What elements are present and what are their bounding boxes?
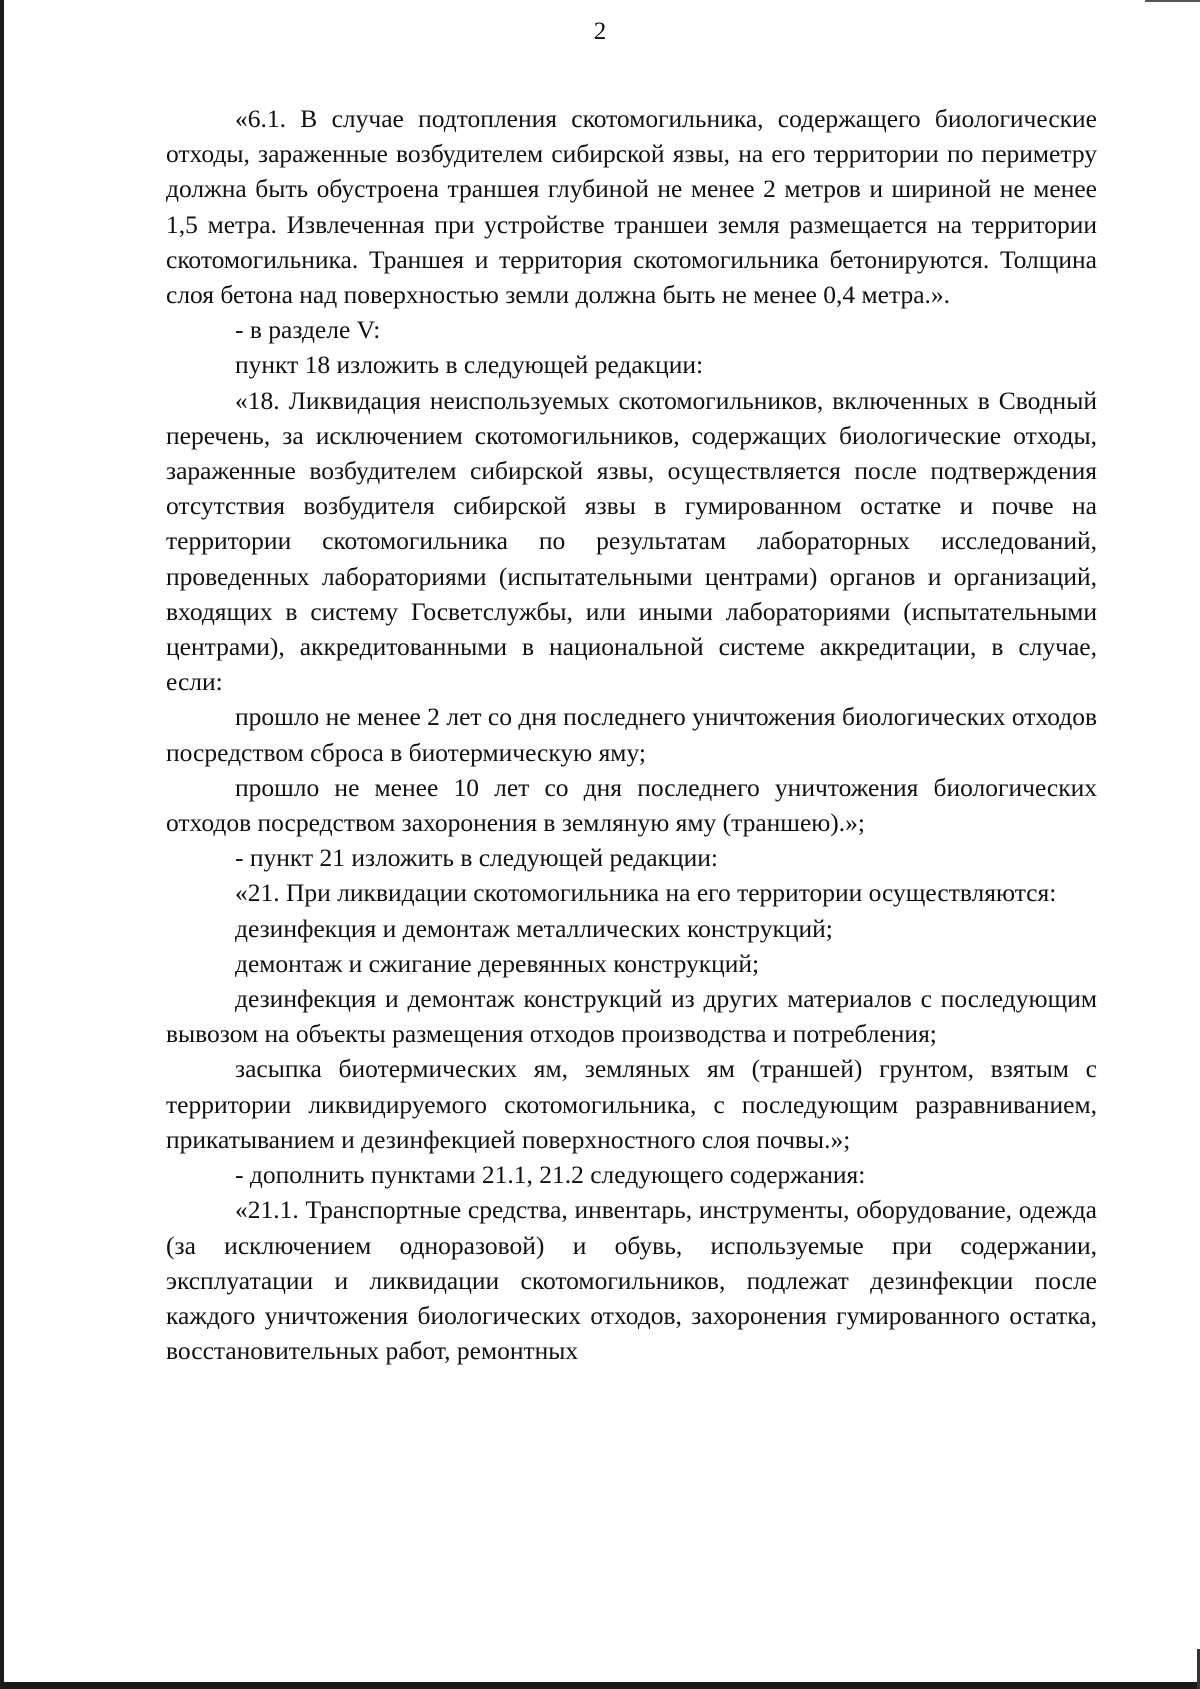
paragraph-other-materials: дезинфекция и демонтаж конструкций из других материалов с последующим вывозом на объекты размещения отходов производства и потребления; [166, 984, 1097, 1049]
scan-top-right-mark [1145, 0, 1200, 2]
paragraph-item-18-intro: пункт 18 изложить в следующей редакции: [235, 350, 704, 380]
scan-left-border [0, 0, 4, 1689]
paragraph-add-items-intro: - дополнить пунктами 21.1, 21.2 следующего содержания: [235, 1160, 866, 1190]
paragraph-item-21: «21. При ликвидации скотомогильника на его территории осуществляются: [235, 878, 1057, 908]
paragraph-item-18: «18. Ликвидация неиспользуемых скотомогильников, включенных в Сводный перечень, за исключением скотомогильников, содержащих биологические отходы, зараженные возбудителем сибирской язвы, осуществляется после подтверждения отсутствия возбудителя сибирской язвы в гумированном остатке и почве на территории скотомогильника по результатам лабораторных исследований, проведенных лабораториями (испытательными центрами) органов и организаций, входящих в систему Госветслужбы, или иными лабораториями (испытательными центрами), аккредитованными в национальной системе аккредитации, в случае, если: [166, 385, 1097, 697]
paragraph-condition-2-years: прошло не менее 2 лет со дня последнего уничтожения биологических отходов посредством сброса в биотермическую яму; [166, 702, 1097, 767]
document-body [166, 101, 1097, 1368]
page-number: 2 [593, 18, 607, 45]
scan-bottom-border [0, 1682, 1200, 1689]
paragraph-condition-10-years: прошло не менее 10 лет со дня последнего уничтожения биологических отходов посредством захоронения в земляную яму (траншею).»; [166, 772, 1097, 838]
paragraph-backfilling: засыпка биотермических ям, земляных ям (траншей) грунтом, взятым с территории ликвидируемого скотомогильника, с последующим разравниванием, прикатыванием и дезинфекцией поверхностного слоя почвы.»; [166, 1054, 1097, 1154]
paragraph-6-1: «6.1. В случае подтопления скотомогильника, содержащего биологические отходы, зараженные возбудителем сибирской язвы, на его территории по периметру должна быть обустроена траншея глубиной не менее 2 метров и шириной не менее 1,5 метра. Извлеченная при устройстве траншеи земля размещается на территории скотомогильника. Траншея и территория скотомогильника бетонируются. Толщина слоя бетона над поверхностью земли должна быть не менее 0,4 метра.». [166, 104, 1097, 310]
paragraph-wooden-structures: демонтаж и сжигание деревянных конструкций; [235, 948, 760, 978]
paragraph-item-21-intro: - пункт 21 изложить в следующей редакции: [235, 843, 718, 873]
paragraph-metal-structures: дезинфекция и демонтаж металлических конструкций; [235, 913, 833, 943]
paragraph-item-21-1: «21.1. Транспортные средства, инвентарь, инструменты, оборудование, одежда (за исключением одноразовой) и обувь, используемые при содержании, эксплуатации и ликвидации скотомогильников, подлежат дезинфекции после каждого уничтожения биологических отходов, захоронения гумированного остатка, восстановительных работ, ремонтных [166, 1195, 1097, 1366]
paragraph-section-v: - в разделе V: [235, 315, 381, 345]
